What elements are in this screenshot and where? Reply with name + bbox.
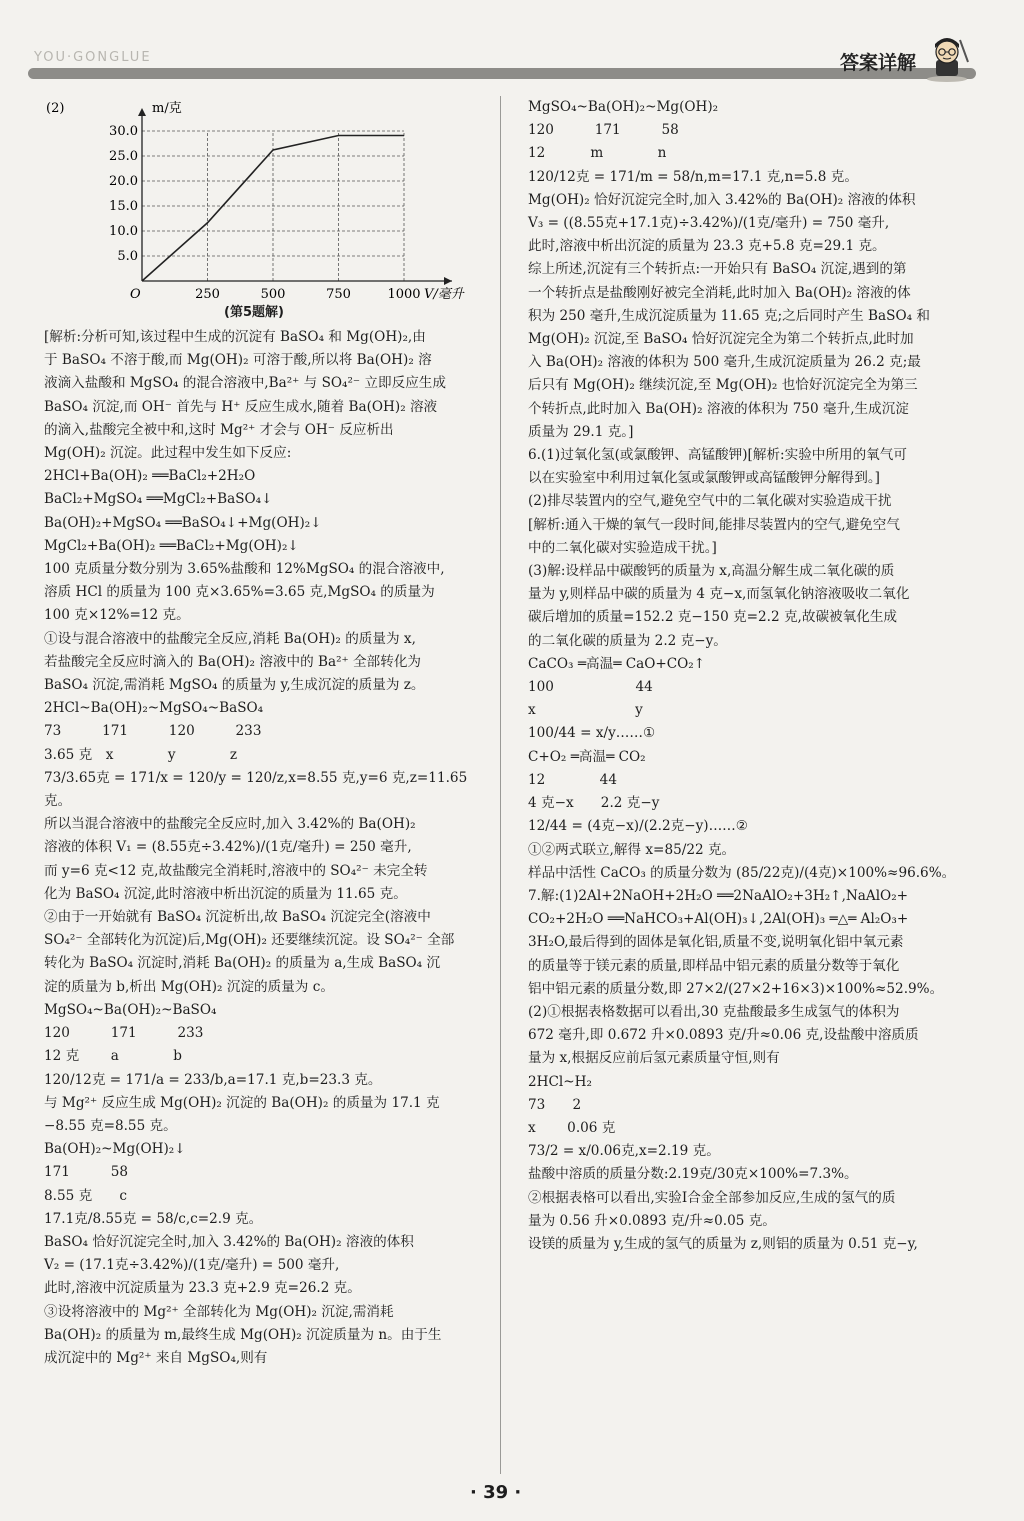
text-line: (2)排尽装置内的空气,避免空气中的二氧化碳对实验造成干扰: [528, 493, 892, 510]
y-axis-label: m/克: [152, 101, 182, 116]
text-line: 100 克×12%=12 克。: [44, 607, 190, 624]
text-line: 672 毫升,即 0.672 升×0.0893 克/升≈0.06 克,设盐酸中溶质质: [528, 1027, 919, 1044]
text-line: ①设与混合溶液中的盐酸完全反应,消耗 Ba(OH)₂ 的质量为 x,: [44, 630, 416, 647]
text-line: 120/12克 = 171/m = 58/n,m=17.1 克,n=5.8 克。: [528, 168, 858, 185]
text-line: 6.(1)过氧化氢(或氯酸钾、高锰酸钾)[解析:实验中所用的氧气可: [528, 447, 907, 464]
text-line: 8.55 克 c: [44, 1187, 127, 1204]
brand-text: YOU·GONGLUE: [34, 50, 152, 65]
text-line: 120 171 58: [528, 122, 679, 139]
text-line: Ba(OH)₂~Mg(OH)₂↓: [44, 1141, 186, 1158]
text-line: Ba(OH)₂+MgSO₄ ══BaSO₄↓+Mg(OH)₂↓: [44, 514, 322, 531]
text-line: 的质量等于镁元素的质量,即样品中铝元素的质量分数等于氧化: [528, 957, 900, 974]
text-line: 73 171 120 233: [44, 723, 262, 740]
text-line: 3H₂O,最后得到的固体是氧化铝,质量不变,说明氧化铝中氧元素: [528, 934, 904, 951]
text-line: 淀的质量为 b,析出 Mg(OH)₂ 沉淀的质量为 c。: [44, 978, 334, 995]
text-line: 溶质 HCl 的质量为 100 克×3.65%=3.65 克,MgSO₄ 的质量为: [44, 584, 435, 601]
x-tick-label: 500: [260, 287, 286, 302]
text-line: 12 m n: [528, 145, 667, 162]
text-line: (3)解:设样品中碳酸钙的质量为 x,高温分解生成二氧化碳的质: [528, 563, 895, 580]
text-line: ②由于一开始就有 BaSO₄ 沉淀析出,故 BaSO₄ 沉淀完全(溶液中: [44, 909, 431, 926]
precipitate-chart: [44, 96, 484, 306]
text-line: 73/2 = x/0.06克,x=2.19 克。: [528, 1143, 720, 1160]
header-title: 答案详解: [840, 52, 917, 74]
text-line: 12/44 = (4克−x)/(2.2克−y)……②: [528, 818, 748, 835]
text-line: 12 44: [528, 771, 617, 788]
text-line: 盐酸中溶质的质量分数:2.19克/30克×100%=7.3%。: [528, 1166, 858, 1183]
text-line: Mg(OH)₂ 沉淀,至 BaSO₄ 恰好沉淀完全为第二个转折点,此时加: [528, 331, 914, 348]
x-tick-label: 250: [195, 287, 220, 302]
x-axis-label: V/毫升: [424, 287, 464, 302]
y-tick-label: 15.0: [109, 199, 138, 214]
text-line: 所以当混合溶液中的盐酸完全反应时,加入 3.42%的 Ba(OH)₂: [44, 816, 416, 833]
column-divider: [500, 96, 501, 1474]
text-line: CO₂+2H₂O ══NaHCO₃+Al(OH)₃↓,2Al(OH)₃ ═△═ Al₂O₃+: [528, 911, 909, 928]
origin-label: O: [130, 287, 141, 302]
text-line: 中的二氧化碳对实验造成干扰。]: [528, 539, 717, 556]
y-tick-label: 20.0: [109, 174, 138, 189]
text-line: 此时,溶液中沉淀质量为 23.3 克+2.9 克=26.2 克。: [44, 1280, 361, 1297]
text-line: 若盐酸完全反应时滴入的 Ba(OH)₂ 溶液中的 Ba²⁺ 全部转化为: [44, 653, 422, 670]
y-tick-label: 10.0: [109, 224, 138, 239]
text-line: 12 克 a b: [44, 1048, 182, 1065]
text-line: ②根据表格可以看出,实验Ⅰ合金全部参加反应,生成的氢气的质: [528, 1189, 896, 1206]
text-line: 积为 250 毫升,生成沉淀质量为 11.65 克;之后同时产生 BaSO₄ 和: [528, 307, 930, 324]
x-tick-label: 1000: [387, 287, 421, 302]
text-line: BaCl₂+MgSO₄ ══MgCl₂+BaSO₄↓: [44, 491, 273, 508]
text-line: 入 Ba(OH)₂ 溶液的体积为 500 毫升,生成沉淀质量为 26.2 克;最: [528, 354, 921, 371]
text-line: BaSO₄ 沉淀,需消耗 MgSO₄ 的质量为 y,生成沉淀的质量为 z。: [44, 677, 425, 694]
text-line: 综上所述,沉淀有三个转折点:一开始只有 BaSO₄ 沉淀,遇到的第: [528, 261, 907, 278]
text-line: 量为 x,根据反应前后氢元素质量守恒,则有: [528, 1050, 780, 1067]
text-line: 2HCl~H₂: [528, 1073, 592, 1090]
text-line: 的二氧化碳的质量为 2.2 克−y。: [528, 632, 727, 649]
text-line: 后只有 Mg(OH)₂ 继续沉淀,至 Mg(OH)₂ 也恰好沉淀完全为第三: [528, 377, 918, 394]
text-line: BaSO₄ 恰好沉淀完全时,加入 3.42%的 Ba(OH)₂ 溶液的体积: [44, 1233, 414, 1250]
chart-part-label: (2): [46, 101, 65, 116]
text-line: ③设将溶液中的 Mg²⁺ 全部转化为 Mg(OH)₂ 沉淀,需消耗: [44, 1303, 394, 1320]
text-line: 100 克质量分数分别为 3.65%盐酸和 12%MgSO₄ 的混合溶液中,: [44, 561, 445, 578]
text-line: 而 y=6 克<12 克,故盐酸完全消耗时,溶液中的 SO₄²⁻ 未完全转: [44, 862, 428, 879]
text-line: Ba(OH)₂ 的质量为 m,最终生成 Mg(OH)₂ 沉淀质量为 n。由于生: [44, 1326, 442, 1343]
text-line: 量为 0.56 升×0.0893 克/升≈0.05 克。: [528, 1212, 776, 1229]
text-line: 量为 y,则样品中碳的质量为 4 克−x,而氢氧化钠溶液吸收二氧化: [528, 586, 910, 603]
text-line: [解析:通入干燥的氧气一段时间,能排尽装置内的空气,避免空气: [528, 516, 900, 533]
text-line: Mg(OH)₂ 恰好沉淀完全时,加入 3.42%的 Ba(OH)₂ 溶液的体积: [528, 191, 916, 208]
text-line: SO₄²⁻ 全部转化为沉淀)后,Mg(OH)₂ 还要继续沉淀。设 SO₄²⁻ 全部: [44, 932, 455, 949]
text-line: 120 171 233: [44, 1025, 204, 1042]
chart-caption: (第5题解): [224, 305, 284, 320]
page-header: [0, 0, 1024, 82]
text-line: 液滴入盐酸和 MgSO₄ 的混合溶液中,Ba²⁺ 与 SO₄²⁻ 立即反应生成: [44, 375, 446, 392]
x-axis-arrow: [444, 277, 452, 285]
text-line: 171 58: [44, 1164, 129, 1181]
page-number: · 39 ·: [470, 1482, 522, 1503]
text-line: V₃ = ((8.55克+17.1克)÷3.42%)/(1克/毫升) = 750 毫升,: [528, 215, 890, 232]
text-line: −8.55 克=8.55 克。: [44, 1117, 177, 1134]
text-line: 与 Mg²⁺ 反应生成 Mg(OH)₂ 沉淀的 Ba(OH)₂ 的质量为 17.1 克: [44, 1094, 440, 1111]
text-line: MgSO₄~Ba(OH)₂~BaSO₄: [44, 1001, 217, 1018]
text-line: 碳后增加的质量=152.2 克−150 克=2.2 克,故碳被氧化生成: [528, 609, 898, 626]
text-line: 铝中铝元素的质量分数,即 27×2/(27×2+16×3)×100%≈52.9%。: [528, 980, 944, 997]
y-tick-label: 30.0: [109, 124, 138, 139]
text-line: (2)①根据表格数据可以看出,30 克盐酸最多生成氢气的体积为: [528, 1003, 900, 1020]
text-line: 的滴入,盐酸完全被中和,这时 Mg²⁺ 才会与 OH⁻ 反应析出: [44, 421, 394, 438]
y-axis-arrow: [138, 108, 146, 116]
text-line: 一个转折点是盐酸刚好被完全消耗,此时加入 Ba(OH)₂ 溶液的体: [528, 284, 911, 301]
text-line: MgCl₂+Ba(OH)₂ ══BaCl₂+Mg(OH)₂↓: [44, 537, 299, 554]
right-text: [528, 96, 978, 1256]
text-line: 100 44: [528, 679, 653, 696]
text-line: 以在实验室中利用过氧化氢或氯酸钾或高锰酸钾分解得到。]: [528, 470, 880, 487]
header-bar: [28, 68, 976, 79]
text-line: x 0.06 克: [528, 1119, 616, 1136]
text-line: 此时,溶液中析出沉淀的质量为 23.3 克+5.8 克=29.1 克。: [528, 238, 886, 255]
chart-area: [44, 96, 484, 326]
text-line: Mg(OH)₂ 沉淀。此过程中发生如下反应:: [44, 445, 292, 462]
text-line: 个转折点,此时加入 Ba(OH)₂ 溶液的体积为 750 毫升,生成沉淀: [528, 400, 909, 417]
text-line: 7.解:(1)2Al+2NaOH+2H₂O ══2NaAlO₂+3H₂↑,NaAlO₂+: [528, 887, 909, 904]
text-line: 2HCl+Ba(OH)₂ ══BaCl₂+2H₂O: [44, 468, 256, 485]
y-tick-label: 25.0: [109, 149, 138, 164]
text-line: BaSO₄ 沉淀,而 OH⁻ 首先与 H⁺ 反应生成水,随着 Ba(OH)₂ 溶液: [44, 398, 438, 415]
text-line: MgSO₄~Ba(OH)₂~Mg(OH)₂: [528, 99, 719, 115]
text-line: 转化为 BaSO₄ 沉淀时,消耗 Ba(OH)₂ 的质量为 a,生成 BaSO₄ 沉: [44, 955, 441, 972]
text-line: 设镁的质量为 y,生成的氢气的质量为 z,则铝的质量为 0.51 克−y,: [528, 1235, 918, 1252]
left-text: [44, 326, 484, 1370]
text-line: 溶液的体积 V₁ = (8.55克÷3.42%)/(1克/毫升) = 250 毫升,: [44, 839, 412, 856]
text-line: x y: [528, 702, 643, 719]
y-tick-label: 5.0: [117, 249, 138, 264]
text-line: 73/3.65克 = 171/x = 120/y = 120/z,x=8.55 克,y=6 克,z=11.65 克。: [44, 769, 468, 810]
text-line: ①②两式联立,解得 x=85/22 克。: [528, 841, 736, 858]
text-line: 2HCl~Ba(OH)₂~MgSO₄~BaSO₄: [44, 700, 264, 717]
mascot-icon: [922, 32, 972, 82]
text-line: C+O₂ ═高温═ CO₂: [528, 748, 646, 765]
text-line: 4 克−x 2.2 克−y: [528, 795, 660, 812]
left-column: [44, 96, 484, 1370]
text-line: 化为 BaSO₄ 沉淀,此时溶液中析出沉淀的质量为 11.65 克。: [44, 885, 407, 902]
text-line: 17.1克/8.55克 = 58/c,c=2.9 克。: [44, 1210, 263, 1227]
text-line: 120/12克 = 171/a = 233/b,a=17.1 克,b=23.3 克。: [44, 1071, 382, 1088]
text-line: CaCO₃ ═高温═ CaO+CO₂↑: [528, 655, 706, 672]
text-line: 100/44 = x/y……①: [528, 725, 656, 742]
text-line: 成沉淀中的 Mg²⁺ 来自 MgSO₄,则有: [44, 1349, 268, 1366]
text-line: V₂ = (17.1克÷3.42%)/(1克/毫升) = 500 毫升,: [44, 1257, 340, 1274]
text-line: 样品中活性 CaCO₃ 的质量分数为 (85/22克)/(4克)×100%≈96.6%。: [528, 864, 956, 881]
x-tick-label: 750: [326, 287, 351, 302]
text-line: [解析:分析可知,该过程中生成的沉淀有 BaSO₄ 和 Mg(OH)₂,由: [44, 329, 426, 345]
text-line: 3.65 克 x y z: [44, 746, 238, 763]
text-line: 73 2: [528, 1096, 582, 1113]
text-line: 于 BaSO₄ 不溶于酸,而 Mg(OH)₂ 可溶于酸,所以将 Ba(OH)₂ 溶: [44, 352, 432, 369]
text-line: 质量为 29.1 克。]: [528, 423, 634, 440]
right-column: [528, 96, 978, 1256]
